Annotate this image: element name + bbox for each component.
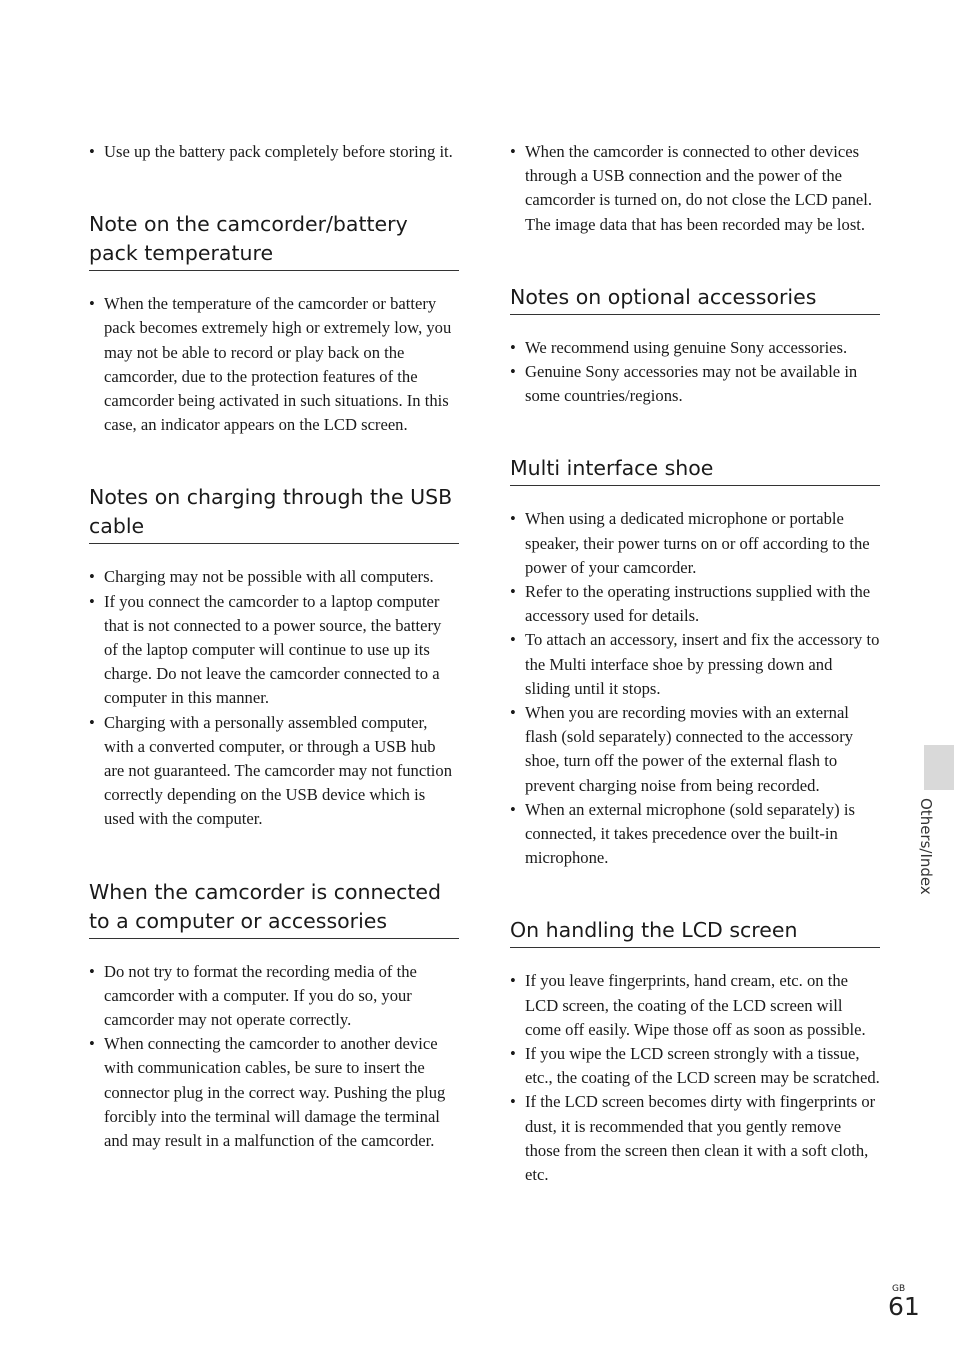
list-item: • When you are recording movies with an external flash (sold separately) connected to the accessory shoe, turn off the power of the external flash to prevent charging noise from being recorded.: [510, 703, 854, 795]
section-heading-temperature: Note on the camcorder/battery pack temperature: [89, 210, 459, 271]
section-heading-lcd-screen: On handling the LCD screen: [510, 916, 880, 948]
list-item: • Refer to the operating instructions supplied with the accessory used for details.: [510, 582, 871, 626]
list-item: • Use up the battery pack completely before storing it.: [89, 142, 453, 161]
list-item: • When the camcorder is connected to other devices through a USB connection and the power of the camcorder is turned on, do not close the LCD panel. The image data that has been recorded may be lost.: [510, 142, 872, 234]
page-number: 61: [888, 1292, 920, 1321]
list-item: • Genuine Sony accessories may not be available in some countries/regions.: [510, 362, 858, 406]
list-item: • If you leave fingerprints, hand cream, etc. on the LCD screen, the coating of the LCD screen will come off easily. Wipe those off as soon as possible.: [510, 971, 866, 1039]
language-code: GB: [892, 1284, 906, 1294]
multi-interface-shoe-list: [510, 507, 880, 870]
list-item: • We recommend using genuine Sony accessories.: [510, 337, 848, 357]
section-heading-usb-charging: Notes on charging through the USB cable: [89, 483, 459, 544]
section-heading-optional-accessories: Notes on optional accessories: [510, 283, 880, 315]
computer-accessories-list: [89, 960, 459, 1154]
side-index-tab[interactable]: [924, 745, 954, 790]
intro-list: [510, 140, 880, 237]
list-item: • Charging with a personally assembled computer, with a converted computer, or through a USB hub are not guaranteed. The camcorder may not function correctly depending on the USB device which is used with the computer.: [89, 712, 453, 829]
right-column: [510, 140, 880, 1187]
list-item: • If the LCD screen becomes dirty with fingerprints or dust, it is recommended that you gently remove those from the screen then clean it with a soft cloth, etc.: [510, 1092, 876, 1185]
intro-list: [89, 140, 459, 164]
list-item: • If you wipe the LCD screen strongly with a tissue, etc., the coating of the LCD screen may be scratched.: [510, 1044, 880, 1088]
left-column: [89, 140, 459, 1153]
list-item: • Charging may not be possible with all computers.: [89, 567, 434, 587]
list-item: • When the temperature of the camcorder or battery pack becomes extremely high or extremely low, you may not be able to record or play back on the camcorder, due to the protection features of the camcorder being activated in such situations. In this case, an indicator appears on the LCD screen.: [89, 294, 452, 435]
list-item: • Do not try to format the recording media of the camcorder with a computer. If you do so, your camcorder may not operate correctly.: [89, 961, 417, 1030]
side-index-label: Others/Index: [917, 798, 935, 895]
optional-accessories-list: [510, 336, 880, 409]
list-item: • When using a dedicated microphone or portable speaker, their power turns on or off according to the power of your camcorder.: [510, 509, 870, 577]
lcd-screen-list: [510, 969, 880, 1187]
list-item: • When an external microphone (sold separately) is connected, it takes precedence over the built-in microphone.: [510, 799, 855, 868]
temperature-list: [89, 292, 459, 437]
list-item: • If you connect the camcorder to a laptop computer that is not connected to a power source, the battery of the laptop computer will continue to use up its charge. Do not leave the camcorder connected to a computer in this manner.: [89, 591, 442, 708]
section-heading-multi-interface-shoe: Multi interface shoe: [510, 454, 880, 486]
list-item: • To attach an accessory, insert and fix the accessory to the Multi interface shoe by pressing down and sliding until it stops.: [510, 630, 880, 698]
list-item: • When connecting the camcorder to another device with communication cables, be sure to insert the connector plug in the correct way. Pushing the plug forcibly into the terminal will damage the terminal and may result in a malfunction of the camcorder.: [89, 1034, 446, 1151]
usb-charging-list: [89, 565, 459, 831]
section-heading-computer-accessories: When the camcorder is connected to a computer or accessories: [89, 878, 459, 939]
